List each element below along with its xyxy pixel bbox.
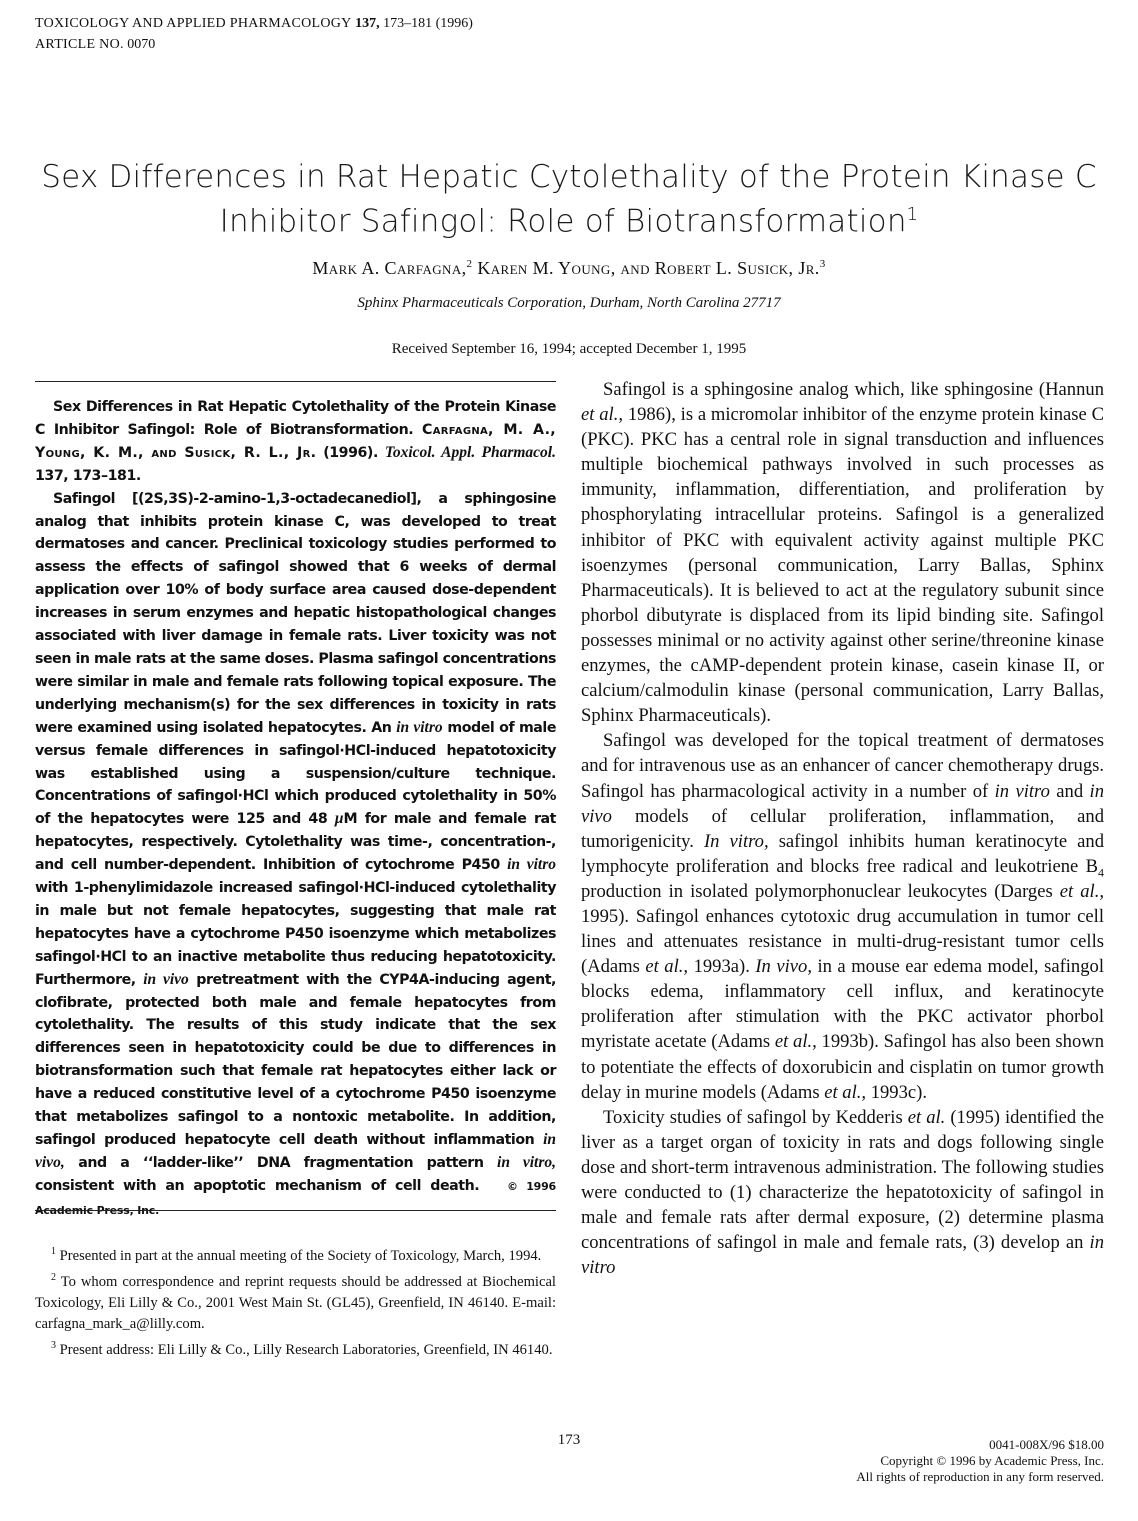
body-italic-term: In vitro,	[703, 830, 769, 852]
body-italic-term: In vivo,	[755, 956, 812, 978]
body-segment: models of cellular proliferation, inflammation, and tumorigenicity.	[581, 805, 1104, 852]
body-paragraph-3	[581, 1105, 1104, 1281]
journal-citation-line	[35, 13, 473, 34]
abstract-citation-title: Sex Differences in Rat Hepatic Cytolethality of the Protein Kinase C Inhibitor Safingol: Role of Biotransformation.	[35, 399, 556, 438]
author-1: Mark A. Carfagna,	[312, 258, 467, 278]
body-segment: 1993c).	[866, 1081, 927, 1103]
abstract-segment: and a ‘‘ladder-like’’ DNA fragmentation pattern	[64, 1154, 498, 1171]
footnote-1	[35, 1241, 556, 1267]
abstract-segment: Safingol [(2S,3S)-2-amino-1,3-octadecanediol], a sphingosine analog that inhibits protein kinase C, was developed to treat dermatoses and cancer. Preclinical toxicology studies performed to assess the effects of safingol showed that 6 weeks of dermal application over 10% of body surface area caused dose-dependent increases in serum enzymes and hepatic histopathological changes associated with liver damage in female rats. Liver toxicity was not seen in male rats at the same doses. Plasma safingol concentrations were similar in male and female rats following topical exposure. The underlying mechanism(s) for the sex differences in toxicity in rats were examined using isolated hepatocytes. An	[35, 490, 556, 736]
footnote-1-text: Presented in part at the annual meeting of the Society of Toxicology, March, 1994.	[56, 1247, 542, 1264]
footnote-2-mark: 2	[51, 1271, 56, 1283]
body-segment: Toxicity studies of safingol by Kedderis	[603, 1106, 908, 1128]
copyright-rights: All rights of reproduction in any form reserved.	[856, 1469, 1104, 1484]
title-line-1: Sex Differences in Rat Hepatic Cytolethality of the Protein Kinase C	[41, 159, 1097, 195]
copyright-line: Copyright © 1996 by Academic Press, Inc.	[880, 1453, 1104, 1468]
author-2-and-3: Karen M. Young, and Robert L. Susick, Jr.	[472, 258, 820, 278]
author-list	[0, 258, 1138, 279]
abstract	[35, 396, 556, 1223]
abstract-segment: pretreatment with the CYP4A-inducing agent, clofibrate, protected both male and female hepatocytes from cytolethality. The results of this study indicate that the sex differences seen in hepatotoxicity could be due to differences in biotransformation such that female rat hepatocytes either lack or have a reduced constitutive level of a cytochrome P450 isoenzyme that metabolizes safingol to a nontoxic metabolite. In addition, safingol produced hepatocyte cell death without inflammation	[35, 971, 556, 1148]
footnote-2	[35, 1267, 556, 1335]
abstract-italic-term: in vitro	[507, 856, 557, 874]
abstract-citation-authors: Carfagna, M. A., Young, K. M., and Susick, R. L., Jr.	[35, 421, 556, 461]
body-italic-term: in vitro	[994, 780, 1050, 802]
abstract-segment: with 1-phenylimidazole increased safingol·HCl-induced cytolethality in male but not female hepatocytes, suggesting that male rat hepatocytes have a cytochrome P450 isoenzyme which metabolizes safingol·HCl to an inactive metabolite thus reducing hepatotoxicity. Furthermore,	[35, 880, 556, 988]
copyright-block	[856, 1437, 1104, 1485]
footnotes	[35, 1241, 556, 1361]
body-italic-term: et al.	[907, 1106, 946, 1128]
abstract-top-rule	[35, 381, 556, 382]
abstract-italic-term: in vitro	[396, 718, 443, 736]
body-segment: 1986), is a micromolar inhibitor of the enzyme protein kinase C (PKC). PKC has a central role in signal transduction and influences multiple biochemical pathways involved in such processes as immunity, inflammation, differentiation, and proliferation by phosphorylating intracellular proteins. Safingol is a generalized inhibitor of PKC with equivalent activity against multiple PKC isoenzymes (personal communication, Larry Ballas, Sphinx Pharmaceuticals). It is believed to act at the regulatory subunit since phorbol dibutyrate is displaced from its lipid binding site. Safingol possesses minimal or no activity against other serine/threonine kinase enzymes, the cAMP-dependent protein kinase, casein kinase II, or calcium/calmodulin kinase (personal communication, Larry Ballas, Sphinx Pharmaceuticals).	[581, 404, 1104, 727]
footnote-3-mark: 3	[51, 1339, 56, 1351]
journal-pages-year: 173–181 (1996)	[379, 16, 473, 31]
copyright-code: 0041-008X/96 $18.00	[989, 1437, 1104, 1452]
abstract-text	[35, 488, 556, 1223]
body-text-column	[581, 377, 1104, 1280]
title-line-2-text: Inhibitor Safingol: Role of Biotransformation	[219, 203, 907, 240]
abstract-bottom-rule	[35, 1210, 556, 1211]
abstract-citation	[35, 396, 556, 488]
abstract-segment: M for male and female rat hepatocytes, respectively. Cytolethality was time-, concentration-, and cell number-dependent. Inhibition of cytochrome P450	[35, 811, 556, 874]
leukotriene-subscript: 4	[1098, 865, 1104, 880]
article-label: ARTICLE NO.	[35, 37, 124, 52]
body-segment: in a mouse ear edema model, safingol blocks edema, inflammatory cell influx, and keratinocyte proliferation after stimulation with the PKC activator phorbol myristate acetate (Adams	[581, 956, 1104, 1053]
abstract-citation-year: (1996).	[316, 444, 385, 461]
received-dates: Received September 16, 1994; accepted December 1, 1995	[391, 341, 747, 357]
abstract-citation-volume: 137, 173–181.	[35, 467, 141, 484]
abstract-citation-journal: Toxicol. Appl. Pharmacol.	[384, 443, 556, 461]
article-number: 0070	[123, 37, 156, 52]
author-3-footnote-mark: 3	[819, 258, 826, 270]
footnote-3-text: Present address: Eli Lilly & Co., Lilly Research Laboratories, Greenfield, IN 46140.	[56, 1341, 553, 1358]
body-italic-term: et al.,	[581, 404, 623, 426]
title-line-2	[20, 196, 1118, 240]
abstract-italic-term: in vivo	[143, 970, 189, 988]
journal-name: TOXICOLOGY AND APPLIED PHARMACOLOGY	[35, 16, 352, 31]
journal-volume: 137,	[355, 16, 380, 31]
footnote-3	[35, 1335, 556, 1361]
running-header	[35, 13, 473, 55]
footnote-1-mark: 1	[51, 1246, 56, 1257]
body-segment: safingol inhibits human keratinocyte and lymphocyte proliferation and blocks free radical and leukotriene B	[581, 830, 1104, 877]
body-segment: 1993a).	[688, 956, 756, 978]
body-italic-term: et al.,	[824, 1081, 867, 1103]
author-1-footnote-mark: 2	[466, 258, 473, 270]
body-segment: 1995). Safingol enhances cytotoxic drug accumulation in tumor cell lines and attenuates resistance in multi-drug-resistant tumor cells (Adams	[581, 905, 1104, 978]
body-italic-term: et al.,	[774, 1031, 817, 1053]
body-segment: 1993b). Safingol has also been shown to potentiate the effects of doxorubicin and cisplatin on tumor growth delay in murine models (Adams	[581, 1031, 1104, 1103]
body-segment: (1995) identified the liver as a target organ of toxicity in rats and dogs following single dose and short-term intravenous administration. The following studies were conducted to (1) characterize the hepatotoxicity of safingol in male and female rats after dermal exposure, (2) determine plasma concentrations of safingol in male and female rats, (3) develop an	[581, 1106, 1104, 1254]
body-paragraph-1	[581, 377, 1104, 728]
abstract-segment: consistent with an apoptotic mechanism of cell death.	[35, 1177, 480, 1194]
abstract-italic-term: in vivo,	[35, 1131, 556, 1171]
page-number: 173	[557, 1432, 581, 1448]
body-italic-term: in vivo	[581, 780, 1104, 827]
body-italic-term: et al.,	[1059, 880, 1104, 902]
abstract-micro-symbol: μ	[334, 810, 344, 828]
footnote-2-text: To whom correspondence and reprint requests should be addressed at Biochemical Toxicology, Eli Lilly & Co., 2001 West Main St. (GL45), Greenfield, IN 46140. E-mail: carfagna_mark_a@lilly.com.	[35, 1273, 556, 1332]
abstract-segment: model of male versus female differences in safingol·HCl-induced hepatotoxicity was established using a suspension/culture technique. Concentrations of safingol·HCl which produced cytolethality in 50% of the hepatocytes were 125 and 48	[35, 719, 557, 828]
body-segment: and	[1049, 780, 1090, 802]
body-italic-term: in vitro	[581, 1232, 1104, 1279]
body-segment: Safingol is a sphingosine analog which, like sphingosine (Hannun	[603, 379, 1104, 400]
paper-title	[20, 158, 1118, 240]
title-footnote-mark: 1	[906, 204, 919, 225]
affiliation: Sphinx Pharmaceuticals Corporation, Durham, North Carolina 27717	[357, 295, 781, 311]
abstract-copyright: © 1996 Academic Press, Inc.	[35, 1179, 557, 1217]
abstract-italic-term: in vitro,	[497, 1153, 557, 1171]
body-paragraph-2	[581, 728, 1104, 1104]
body-segment: production in isolated polymorphonuclear leukocytes (Darges	[581, 880, 1060, 902]
body-segment: Safingol was developed for the topical treatment of dermatoses and for intravenous use as an enhancer of cancer chemotherapy drugs. Safingol has pharmacological activity in a number of	[581, 730, 1104, 802]
article-number-line	[35, 34, 473, 55]
body-italic-term: et al.,	[645, 956, 689, 978]
